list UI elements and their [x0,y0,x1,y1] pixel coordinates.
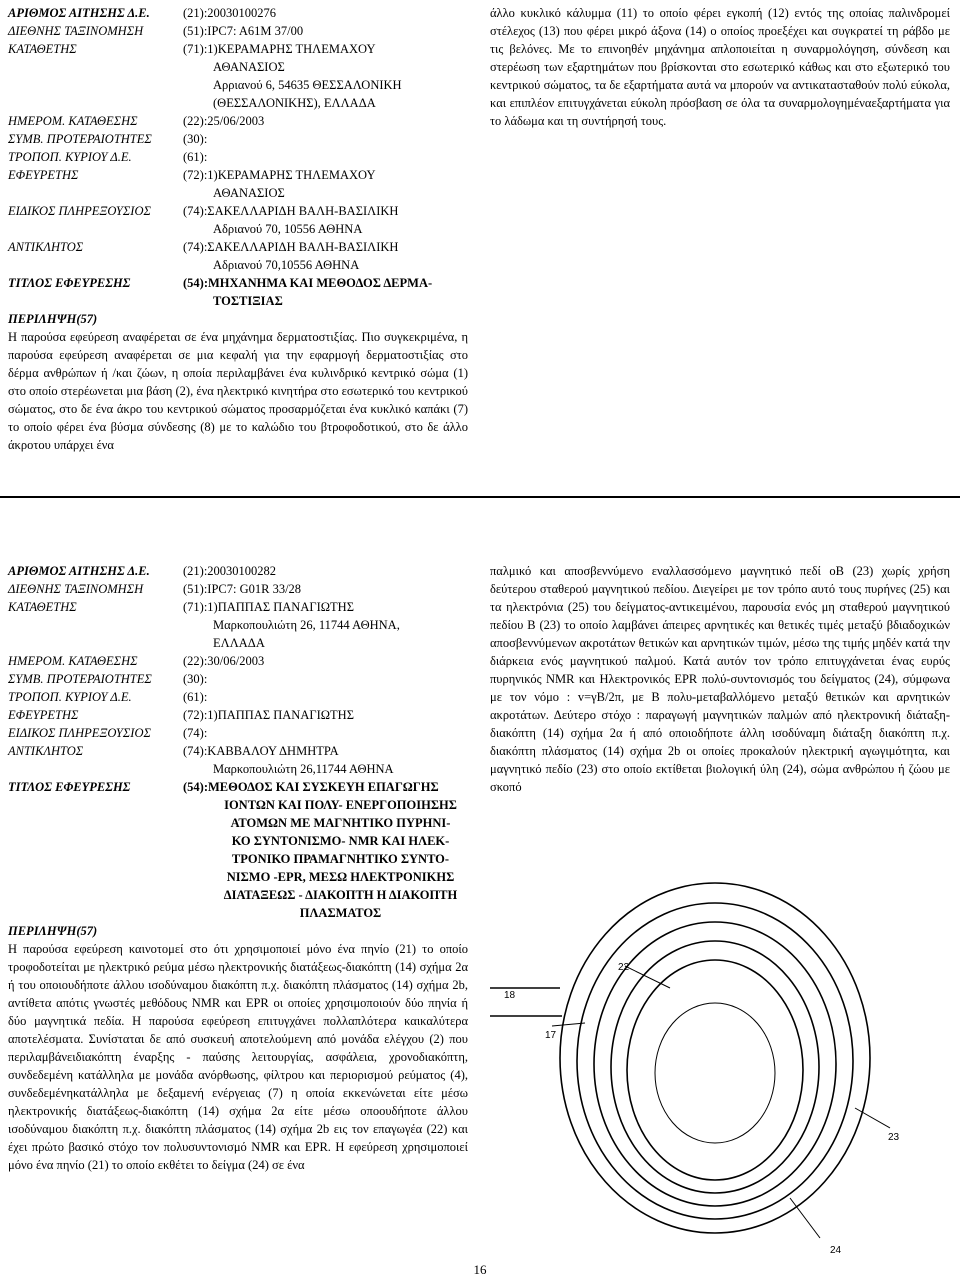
coil-winding [577,903,853,1219]
field-value: (74):ΣΑΚΕΛΛΑΡΙΔΗ ΒΑΛΗ-ΒΑΣΙΛΙΚΗ [183,240,399,254]
field-value: (30): [183,132,208,146]
field-row [8,130,468,148]
coil-winding [594,922,836,1206]
record2-left-column [8,562,468,1174]
field-row [8,706,468,724]
field-label: ΕΦΕΥΡΕΤΗΣ [8,708,79,722]
record2-fields [8,562,468,778]
field-row [8,166,468,202]
field-value: (21):20030100282 [183,564,277,578]
record2-right-column [490,562,950,796]
record1-abstract-heading: ΠΕΡΙΛΗΨΗ(57) [8,312,98,326]
record1-abstract-right: άλλο κυκλικό κάλυμμα (11) το οποίο φέρει εγκοπή (12) εντός της οποίας παλινδρομεί στέλεχος (13) που φέρει μικρό άξονα (14) ο οποίος προεξέχει και συγκρατεί τη ράβδο με τις βελόνες. Με το επινοηθέν μηχάνημα απλοποιείται η συναρμολόγηση, σύνδεση και στερέωση των εξαρτημάτων που βρίσκονται στο εσωτερικό κάθως και στο εξωτερικό του κεντρικού σώματος, τα δε εξαρτήματα αυτά να μπορούν να αντικατασταθούν πολύ εύκολα, και επιπλέον επιτυγχάνεται εύκολη πρόσβαση σε όλα τα συναρμολογημέναεξαρτήματα για το λάδωμα και τη συντήρησή τους. [490,6,950,128]
field-value-continued: ΑΘΑΝΑΣΙΟΣ [213,186,285,200]
coil-windings [560,883,870,1233]
field-label: ΔΙΕΘΝΗΣ ΤΑΞΙΝΟΜΗΣΗ [8,24,144,38]
field-value: (21):20030100276 [183,6,277,20]
record-divider [0,496,960,498]
field-value-continued: (ΘΕΣΣΑΛΟΝΙΚΗΣ), ΕΛΛΑΔΑ [213,96,376,110]
field-value-continued: Μαρκοπουλιώτη 26,11744 ΑΘΗΝΑ [213,762,394,776]
field-label: ΣΥΜΒ. ΠΡΟΤΕΡΑΙΟΤΗΤΕΣ [8,672,152,686]
field-value-continued: Αρριανού 6, 54635 ΘΕΣΣΑΛΟΝΙΚΗ [213,78,402,92]
field-label: ΤΙΤΛΟΣ ΕΦΕΥΡΕΣΗΣ [8,780,131,794]
field-row [8,4,468,22]
record1-abstract-left: Η παρούσα εφεύρεση αναφέρεται σε ένα μηχάνημα δερματοστιξίας. Πιο συγκεκριμένα, η παρούσα εφεύρεση αναφέρεται σε μια κεφαλή για την εφαρμογή δερματοστιξίας στο δέρμα ανθρώπων ή /και ζώων, η οποία περιλαμβάνει ένα κυλινδρικό κεντρικό σώμα (1) στο οποίο στερέωνεται μια βάση (2), ένα ηλεκτρικό κινητήρα στο εσωτερικό του κεντρικού σώματος, στο δε ένα άκρο του κεντρικού σώματος προσαρμόζεται ένα κυκλικό καπάκι (7) το οποίο φέρει ένα βύσμα σύνδεσης (8) με το καλώδιο του βτροφοδοτικού, στο δε άλλο άκροτου υπάρχει ένα [8,330,468,452]
field-value: (74):ΣΑΚΕΛΛΑΡΙΔΗ ΒΑΛΗ-ΒΑΣΙΛΙΚΗ [183,204,399,218]
field-row [8,670,468,688]
field-row [8,652,468,670]
field-value: (61): [183,690,208,704]
sample-region [655,1003,775,1143]
leader-line [625,966,670,988]
field-row [8,688,468,706]
field-row [8,562,468,580]
field-value: (22):25/06/2003 [183,114,265,128]
title-line: ΠΛΑΣΜΑΤΟΣ [299,906,382,920]
figure-label-17: 17 [545,1030,557,1041]
field-row [8,40,468,112]
title-line: ΚΟ ΣΥΝΤΟΝΙΣΜΟ- NMR ΚΑΙ ΗΛΕΚ- [231,834,450,848]
field-row [8,22,468,40]
title-line: ΤΡΟΝΙΚΟ ΠΡΑΜΑΓΝΗΤΙΚΟ ΣΥΝΤΟ- [231,852,450,866]
record2-title-row [8,778,468,922]
figure-label-22: 22 [618,962,630,973]
field-label: ΚΑΤΑΘΕΤΗΣ [8,600,77,614]
title-line: (54):ΜΕΘΟΔΟΣ ΚΑΙ ΣΥΣΚΕΥΗ ΕΠΑΓΩΓΗΣ [183,780,439,794]
field-value: (71):1)ΚΕΡΑΜΑΡΗΣ ΤΗΛΕΜΑΧΟΥ [183,42,376,56]
field-label: ΗΜΕΡΟΜ. ΚΑΤΑΘΕΣΗΣ [8,654,138,668]
field-label: ΑΝΤΙΚΛΗΤΟΣ [8,744,84,758]
record2-abstract-heading: ΠΕΡΙΛΗΨΗ(57) [8,924,98,938]
coil-diagram [490,858,960,1258]
record1-right-column [490,4,950,130]
field-row [8,274,468,310]
field-label: ΑΡΙΘΜΟΣ ΑΙΤΗΣΗΣ Δ.Ε. [8,6,150,20]
field-value: (51):IPC7: A61M 37/00 [183,24,304,38]
record1-fields [8,4,468,310]
field-value: (22):30/06/2003 [183,654,265,668]
field-value: (74): [183,726,208,740]
field-label: ΑΝΤΙΚΛΗΤΟΣ [8,240,84,254]
field-label: ΕΙΔΙΚΟΣ ΠΛΗΡΕΞΟΥΣΙΟΣ [8,726,151,740]
record1-left-column [8,4,468,454]
field-value: (54):ΜΗΧΑΝΗΜΑ ΚΑΙ ΜΕΘΟΔΟΣ ΔΕΡΜΑ- [183,276,433,290]
field-value: (72):1)ΚΕΡΑΜΑΡΗΣ ΤΗΛΕΜΑΧΟΥ [183,168,376,182]
field-row [8,724,468,742]
field-value: (72):1)ΠΑΠΠΑΣ ΠΑΝΑΓΙΩΤΗΣ [183,708,354,722]
field-label: ΤΡΟΠΟΠ. ΚΥΡΙΟΥ Δ.Ε. [8,690,132,704]
field-label: ΣΥΜΒ. ΠΡΟΤΕΡΑΙΟΤΗΤΕΣ [8,132,152,146]
field-value: (30): [183,672,208,686]
figure-label-24: 24 [830,1245,842,1256]
field-row [8,598,468,652]
field-value-continued: Αδριανού 70, 10556 ΑΘΗΝΑ [213,222,363,236]
field-value-continued: Μαρκοπουλιώτη 26, 11744 ΑΘΗΝΑ, [213,618,400,632]
field-label: ΕΦΕΥΡΕΤΗΣ [8,168,79,182]
coil-winding [611,941,819,1193]
field-row [8,148,468,166]
field-value: (51):IPC7: G01R 33/28 [183,582,302,596]
field-row [8,202,468,238]
record2-abstract-right: παλμικό και αποσβεννύμενο εναλλασσόμενο μαγνητικό πεδί οΒ (23) χωρίς χρήση δεύτερου σταθερού μαγνητικού πεδίου. Διεγείρει με τον τρόπο αυτό τους πυρήνες (25) και τα ηλεκτρόνια (25) του δείγματος-αντικειμένου, παρουσία ενός μη σταθερού μαγνητικού πεδίου Β (23) το οποίο λαμβάνει άπειρες αρνητικές και θετικές τιμές μεταξύ βδιαδοχικών αποσβεννύμενων ακροτάτων θετικών και αρνητικών τιμών, μέσω της τιμής μηδέν κατά την διάρκεια ενός μαγνητικού παλμού. Κατά αυτόν τον τρόπο επιτυγχάνεται ένας ευρύς πυρηνικός NMR και Ηλεκτρονικός EPR πολύ-συντονισμός του δείγματος (24), σύμφωνα με τον νόμο : v=γΒ/2π, με Β πολυ-μεταβαλλόμενο μεταξύ θετικών και αρνητικών ακροτάτων. Δεύτερο στόχο : παραγωγή μαγνητικών παλμών από ηλεκτρονική διάταξη-διακόπτη (14) σχήμα 2α ή από οποιοδήποτε άλλη ισοδύναμη διάταξη διακόπτη π.χ. διακόπτη πλάσματος (14) σχήμα 2b οι οποίες προκαλούν ηλεκτρική αγωγιμότητα, και μαγνητικό πεδίο (23) στο οποίο εκτίθεται βιολογική ύλη (24), σώμα ανθρώπου ή ζώου με σκοπό [490,564,950,794]
record2-title [183,778,468,922]
field-label: ΑΡΙΘΜΟΣ ΑΙΤΗΣΗΣ Δ.Ε. [8,564,150,578]
leader-line [790,1198,820,1238]
field-label: ΚΑΤΑΘΕΤΗΣ [8,42,77,56]
title-line: ΑΤΟΜΩΝ ΜΕ ΜΑΓΝΗΤΙΚΟ ΠΥΡΗΝΙ- [230,816,451,830]
field-label: ΤΙΤΛΟΣ ΕΦΕΥΡΕΣΗΣ [8,276,131,290]
field-label: ΔΙΕΘΝΗΣ ΤΑΞΙΝΟΜΗΣΗ [8,582,144,596]
field-value-continued: ΤΟΣΤΙΞΙΑΣ [213,294,283,308]
field-value: (61): [183,150,208,164]
field-row [8,238,468,274]
figure-label-23: 23 [888,1132,900,1143]
field-value: (74):ΚΑΒΒΑΛΟΥ ΔΗΜΗΤΡΑ [183,744,339,758]
field-value: (71):1)ΠΑΠΠΑΣ ΠΑΝΑΓΙΩΤΗΣ [183,600,354,614]
title-line: ΝΙΣΜΟ -EPR, ΜΕΣΩ ΗΛΕΚΤΡΟΝΙΚΗΣ [226,870,455,884]
field-label: ΕΙΔΙΚΟΣ ΠΛΗΡΕΞΟΥΣΙΟΣ [8,204,151,218]
page-number: 16 [473,1262,487,1277]
field-label: ΗΜΕΡΟΜ. ΚΑΤΑΘΕΣΗΣ [8,114,138,128]
field-row [8,580,468,598]
title-line: ΔΙΑΤΑΞΕΩΣ - ΔΙΑΚΟΠΤΗ Η ΔΙΑΚΟΠΤΗ [223,888,458,902]
field-value-continued: ΑΘΑΝΑΣΙΟΣ [213,60,285,74]
field-value-continued: Αδριανού 70,10556 ΑΘΗΝΑ [213,258,360,272]
field-row [8,112,468,130]
field-value-continued: ΕΛΛΑΔΑ [213,636,265,650]
field-row [8,742,468,778]
figure-label-18: 18 [504,990,516,1001]
title-line: ΙΟΝΤΩΝ ΚΑΙ ΠΟΛΥ- ΕΝΕΡΓΟΠΟΙΗΣΗΣ [224,798,457,812]
record2-abstract-left: Η παρούσα εφεύρεση καινοτομεί στο ότι χρησιμοποιεί μόνο ένα πηνίο (21) το οποίο τροφοδοτείται με ηλεκτρικό ρεύμα μέσω ηλεκτρονικής διατάξεως-διακόπτη (14) σχήμα 2α ή του οποιουδήποτε άλλου ισοδύναμου διακόπτη π.χ. διακόπτη πλάσματος (14) σχήμα 2b, αντίθετα απότις γνωστές μεθόδους NMR και EPR οι οποίες χρησιμοποιούν δύο πηνία ή δύο μαγνητικά πεδία. Η παρούσα εφεύρεση επιτυγχάνει πολλαπλότερα καικαλύτερα αποτελέσματα. Συνίσταται δε από συσκευή αποτελούμενη από μονάδα ελέγχου (2) που περιλαμβάνειδιακόπτη έναρξης - παύσης λειτουργίας, ασφάλεια, χρονοδιακόπτη, συνδεδεμένη κατάλληλα με μονάδα ανόρθωσης, φίλτρου και περιορισμού ρεύματος (4), συνδεδεμένηκατάλληλα με δεξαμενή ενέργειας (7) η οποία εκκενώνεται είτε μέσω ηλεκτρονικής διατάξεως-διακόπτη (14) σχήμα 2α είτε μέσω οποουδήποτε άλλου ισοδύναμου διακόπτη π.χ. διακόπτη πλάσματος (14) σχήμα 2b εις τον επαγωγέα (22) και έχει πρώτο βασικό στόχο τον πολυσυντονισμό NMR και EPR. Η εφεύρεση χρησιμοποιεί μόνο ένα πηνίο (21) το οποίο εκθέτει το δείγμα (24) σε ένα [8,942,468,1172]
field-label: ΤΡΟΠΟΠ. ΚΥΡΙΟΥ Δ.Ε. [8,150,132,164]
coil-inner [627,960,803,1180]
